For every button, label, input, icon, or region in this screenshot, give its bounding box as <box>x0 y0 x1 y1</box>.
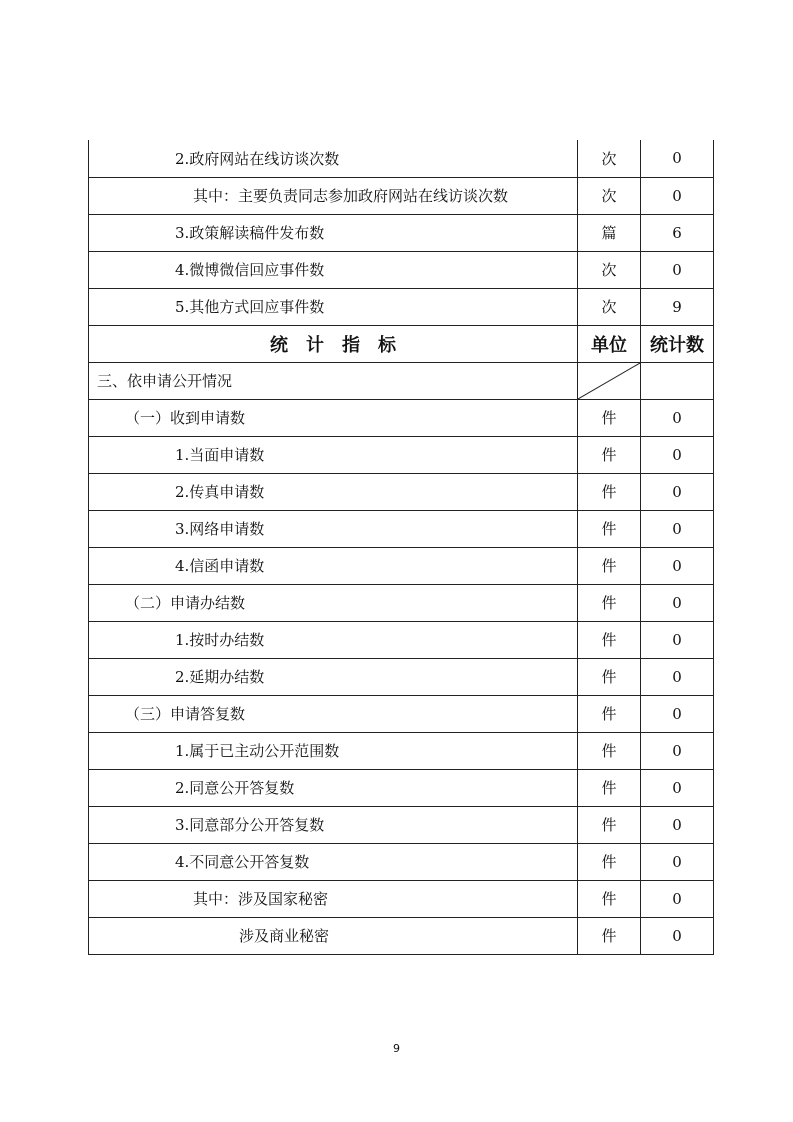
unit-cell: 件 <box>578 695 641 732</box>
unit-cell: 件 <box>578 806 641 843</box>
page-number: 9 <box>393 1042 400 1055</box>
indicator-label: 1.属于已主动公开范围数 <box>175 742 340 760</box>
indicator-label: 4.信函申请数 <box>175 557 265 575</box>
table-row <box>89 473 714 510</box>
section-row <box>89 362 714 399</box>
table-header-row <box>89 325 714 362</box>
diagonal-line <box>578 363 640 399</box>
indicator-label: 2.传真申请数 <box>175 483 265 501</box>
header-unit: 单位 <box>578 325 641 362</box>
value-cell: 0 <box>641 473 714 510</box>
table-row <box>89 695 714 732</box>
statistics-table <box>88 140 714 955</box>
indicator-cell <box>89 843 578 880</box>
section-title: 三、依申请公开情况 <box>97 372 233 390</box>
indicator-cell <box>89 658 578 695</box>
indicator-cell <box>89 140 578 177</box>
table-row <box>89 214 714 251</box>
unit-cell: 件 <box>578 621 641 658</box>
indicator-label: 涉及商业秘密 <box>239 927 330 945</box>
unit-cell: 件 <box>578 880 641 917</box>
indicator-cell <box>89 769 578 806</box>
table-row <box>89 769 714 806</box>
unit-cell: 件 <box>578 399 641 436</box>
unit-cell: 件 <box>578 769 641 806</box>
unit-cell: 次 <box>578 251 641 288</box>
header-group <box>89 325 714 399</box>
table-row <box>89 288 714 325</box>
section-title-cell <box>89 362 578 399</box>
value-cell: 9 <box>641 288 714 325</box>
table-row <box>89 436 714 473</box>
table-row <box>89 658 714 695</box>
indicator-cell <box>89 732 578 769</box>
unit-cell: 件 <box>578 473 641 510</box>
table-row <box>89 917 714 954</box>
table-row <box>89 806 714 843</box>
indicator-label: 4.不同意公开答复数 <box>175 853 310 871</box>
indicator-cell <box>89 880 578 917</box>
indicator-label: （二）申请办结数 <box>125 594 246 612</box>
unit-cell: 次 <box>578 288 641 325</box>
unit-cell: 件 <box>578 436 641 473</box>
indicator-label: 3.网络申请数 <box>175 520 265 538</box>
indicator-cell <box>89 584 578 621</box>
indicator-label: 2.政府网站在线访谈次数 <box>175 149 340 168</box>
value-cell: 0 <box>641 917 714 954</box>
table-row <box>89 510 714 547</box>
value-cell: 0 <box>641 695 714 732</box>
indicator-label: 3.政策解读稿件发布数 <box>175 224 325 242</box>
indicator-label: （一）收到申请数 <box>125 409 246 427</box>
application-rows-group <box>89 399 714 954</box>
indicator-cell <box>89 806 578 843</box>
table-row <box>89 140 714 177</box>
value-cell: 0 <box>641 177 714 214</box>
value-cell: 0 <box>641 769 714 806</box>
value-cell: 6 <box>641 214 714 251</box>
indicator-cell <box>89 214 578 251</box>
indicator-cell <box>89 695 578 732</box>
indicator-cell <box>89 473 578 510</box>
value-cell: 0 <box>641 436 714 473</box>
header-indicator <box>89 325 578 362</box>
indicator-cell <box>89 621 578 658</box>
value-cell: 0 <box>641 732 714 769</box>
indicator-label: 5.其他方式回应事件数 <box>175 298 325 316</box>
value-cell: 0 <box>641 658 714 695</box>
table-row <box>89 621 714 658</box>
unit-cell: 次 <box>578 177 641 214</box>
table-row <box>89 880 714 917</box>
table-row <box>89 399 714 436</box>
diagonal-cell <box>578 362 641 399</box>
value-cell: 0 <box>641 843 714 880</box>
indicator-cell <box>89 399 578 436</box>
indicator-label: 2.同意公开答复数 <box>175 779 295 797</box>
indicator-label: 2.延期办结数 <box>175 668 265 686</box>
table-row <box>89 584 714 621</box>
table-row <box>89 251 714 288</box>
indicator-cell <box>89 251 578 288</box>
top-rows-group <box>89 140 714 325</box>
indicator-cell <box>89 177 578 214</box>
indicator-label: 1.当面申请数 <box>175 446 265 464</box>
value-cell: 0 <box>641 880 714 917</box>
indicator-label: 4.微博微信回应事件数 <box>175 261 325 279</box>
unit-cell: 件 <box>578 917 641 954</box>
table-row <box>89 843 714 880</box>
empty-value-cell <box>641 362 714 399</box>
indicator-cell <box>89 436 578 473</box>
value-cell: 0 <box>641 399 714 436</box>
value-cell: 0 <box>641 140 714 177</box>
value-cell: 0 <box>641 251 714 288</box>
indicator-label: 其中：涉及国家秘密 <box>193 890 329 908</box>
unit-cell: 件 <box>578 510 641 547</box>
value-cell: 0 <box>641 806 714 843</box>
indicator-label: 1.按时办结数 <box>175 631 265 649</box>
indicator-label: 其中：主要负责同志参加政府网站在线访谈次数 <box>193 187 509 205</box>
unit-cell: 件 <box>578 584 641 621</box>
value-cell: 0 <box>641 547 714 584</box>
value-cell: 0 <box>641 510 714 547</box>
unit-cell: 件 <box>578 732 641 769</box>
header-value: 统计数 <box>641 325 714 362</box>
indicator-cell <box>89 917 578 954</box>
indicator-label: （三）申请答复数 <box>125 705 246 723</box>
table-row <box>89 547 714 584</box>
indicator-cell <box>89 547 578 584</box>
unit-cell: 件 <box>578 658 641 695</box>
unit-cell: 件 <box>578 547 641 584</box>
unit-cell: 件 <box>578 843 641 880</box>
unit-cell: 篇 <box>578 214 641 251</box>
indicator-cell <box>89 510 578 547</box>
header-indicator-label: 统计指标 <box>270 334 414 356</box>
indicator-cell <box>89 288 578 325</box>
unit-cell: 次 <box>578 140 641 177</box>
value-cell: 0 <box>641 621 714 658</box>
table-row <box>89 732 714 769</box>
table-row <box>89 177 714 214</box>
value-cell: 0 <box>641 584 714 621</box>
indicator-label: 3.同意部分公开答复数 <box>175 816 325 834</box>
